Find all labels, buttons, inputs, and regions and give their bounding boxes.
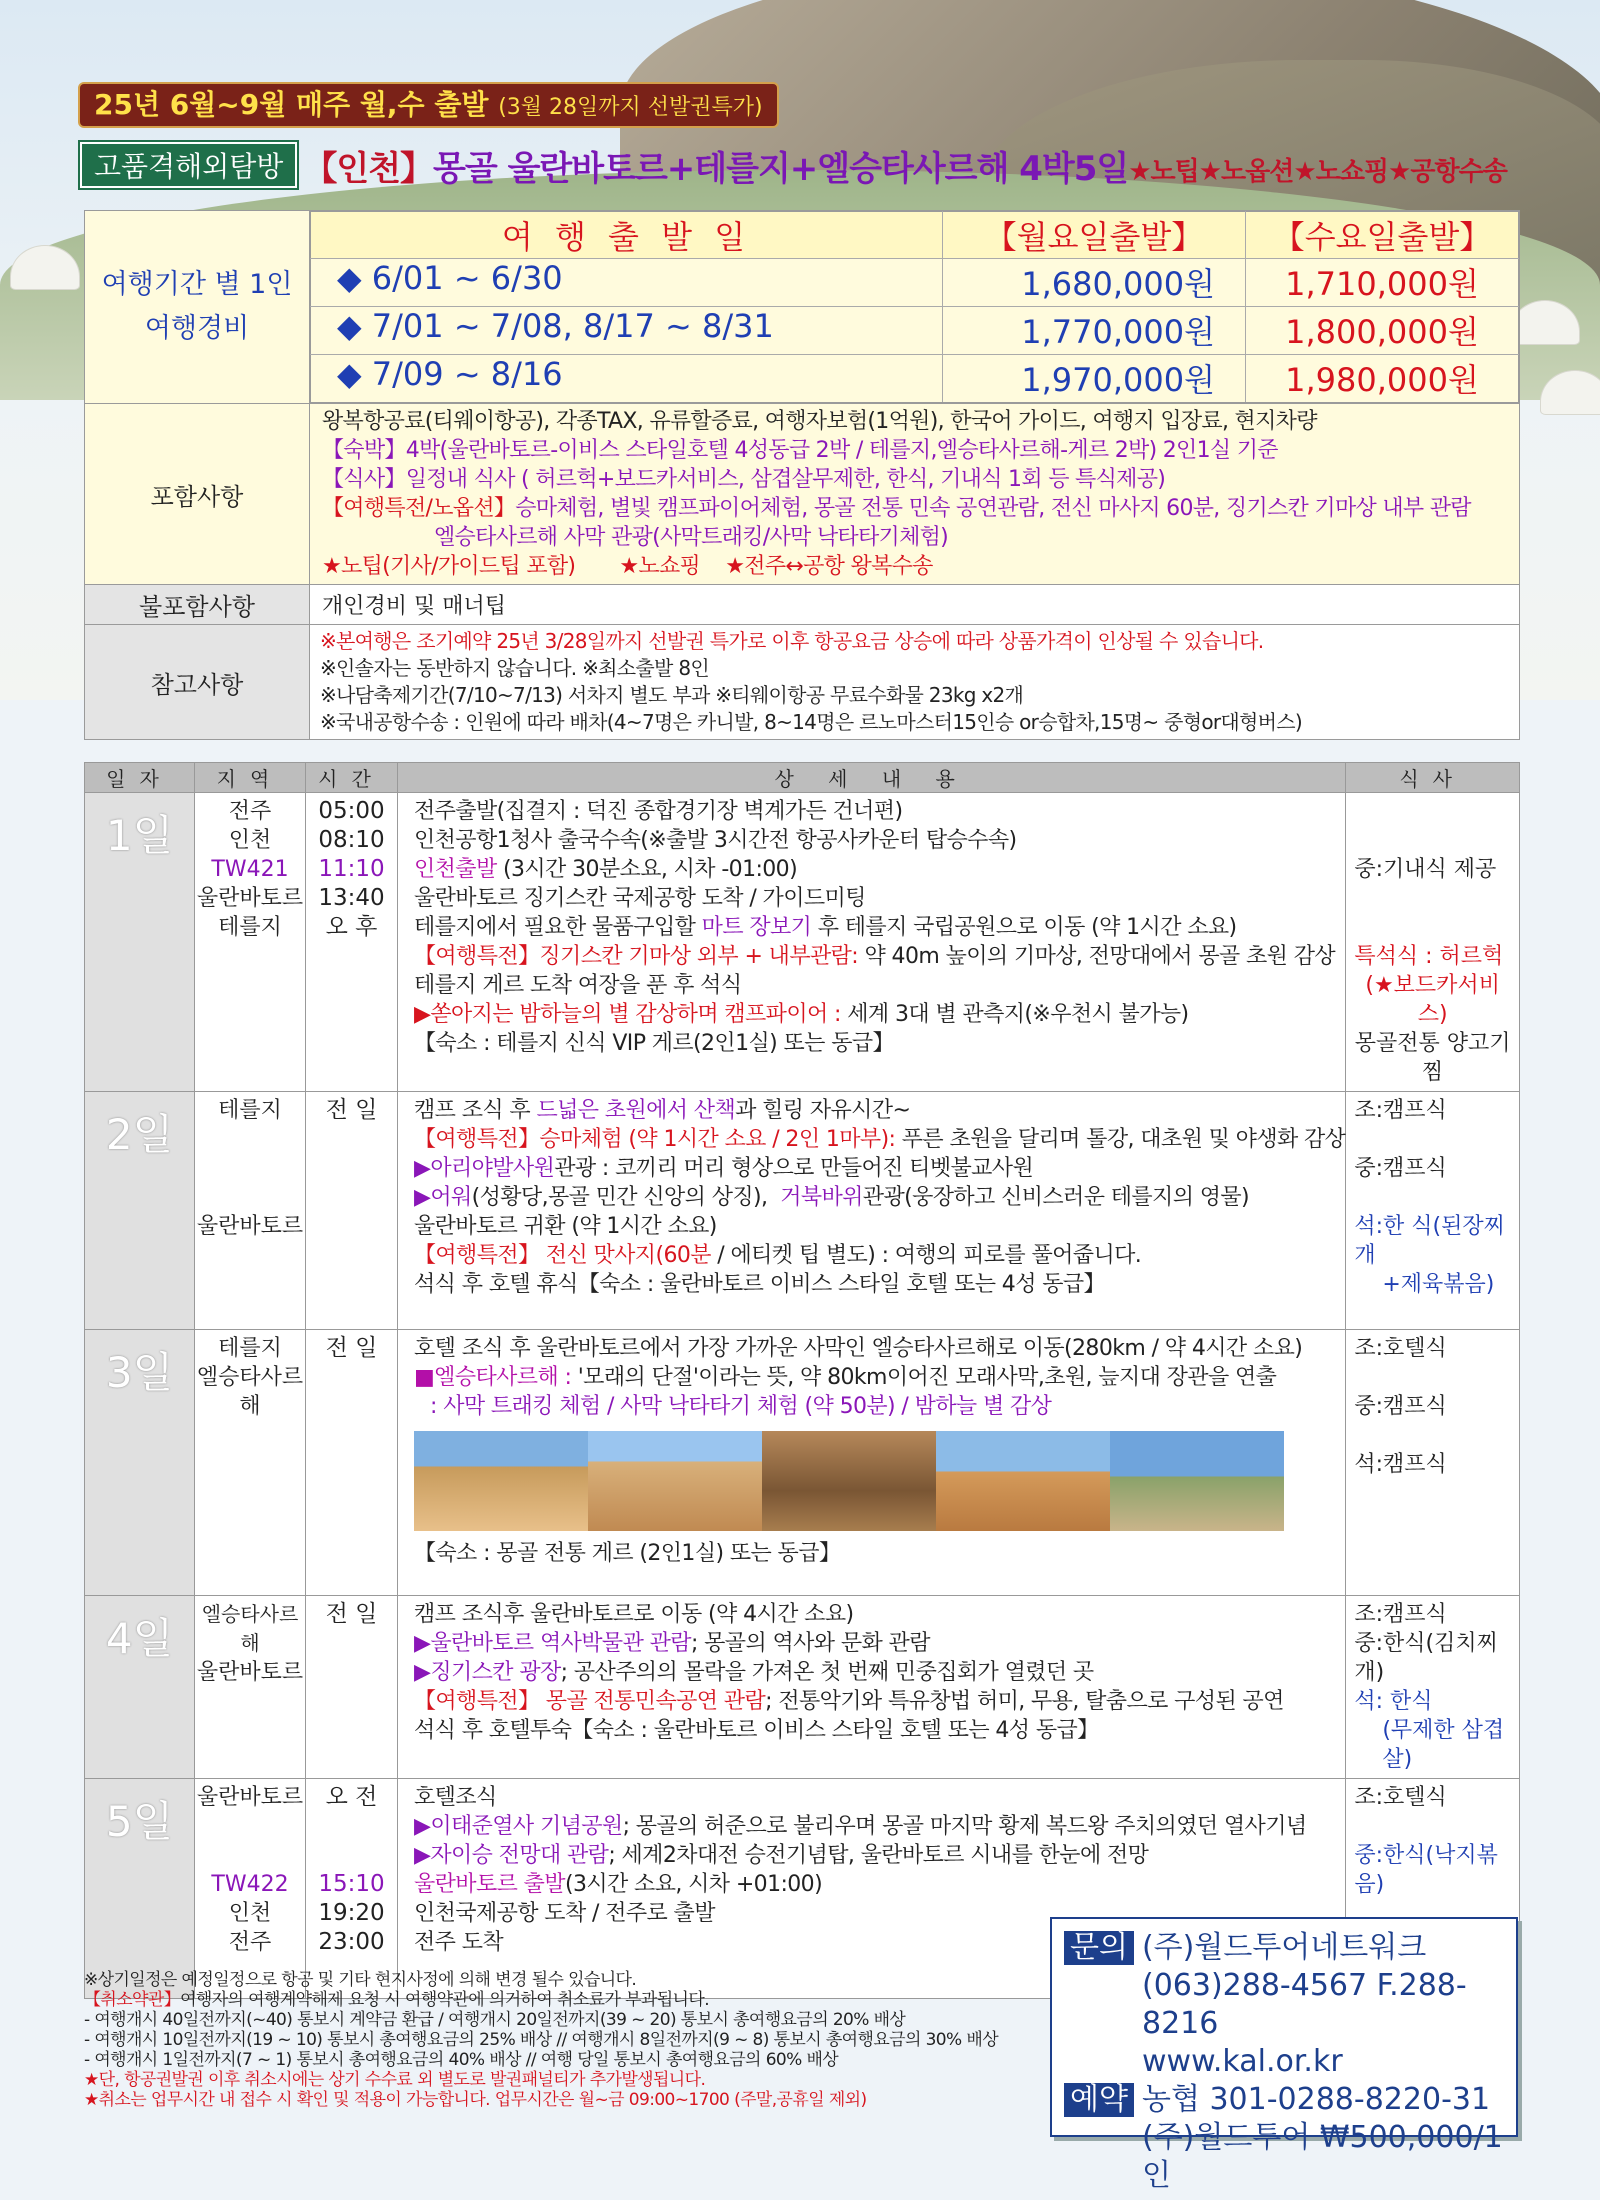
day-meals: 조:캠프식 중:캠프식 석:한 식(된장찌개 +제육볶음): [1346, 1092, 1520, 1330]
price-row-monday: 1,680,000원: [943, 259, 1246, 307]
price-row-date: ◆ 7/09 ~ 8/16: [311, 355, 943, 403]
day-details: 호텔조식 ▶이태준열사 기념공원; 몽골의 허준으로 불리우며 몽골 마지막 황제 복드왕 주치의였던 열사기념 ▶자이승 전망대 관람; 세계2차대전 승전기념탑, 울란바토르 시내를 한눈에 전망 울란바토르 출발(3시간 소요, 시차 +01:00) 인천국제공항 도착 / 전주로 출발 전주 도착: [398, 1779, 1346, 1999]
day-times: 전 일: [306, 1330, 398, 1596]
booking-label: 예약: [1064, 2083, 1134, 2117]
photo-camel-herd: [762, 1431, 936, 1531]
footer-notes: ※상기일정은 예정일정으로 항공 및 기타 현지사정에 의해 변경 될수 있습니다. 【취소약관】여행자의 여행계약해제 요청 시 여행약관에 의거하여 취소료가 부과됩니다. - 여행개시 40일전까지(~40) 통보시 계약금 환급 / 여행개시 20일전까지(39 ~ 20) 통보시 총여행요금의 20% 배상 - 여행개시 10일전까지(19 ~ 10) 통보시 총여행요금의 25% 배상 // 여행개시 8일전까지(9 ~ 8) 통보시 총여행요금의 30% 배상 - 여행개시 1일전까지(7 ~ 1) 통보시 총여행요금의 40% 배상 // 여행 당일 통보시 총여행요금의 60% 배상 ★단, 항공권발권 이후 취소시에는 상기 수수료 외 별도로 발권패널티가 추가발생됩니다. ★취소는 업무시간 내 접수 시 확인 및 적용이 가능합니다. 업무시간은 월~금 09:00~1700 (주말,공휴일 제외): [84, 1970, 999, 2110]
price-row-monday: 1,970,000원: [943, 355, 1246, 403]
price-row-wednesday: 1,800,000원: [1246, 307, 1519, 355]
day-meals: 조:호텔식 중:한식(낙지볶음): [1346, 1779, 1520, 1999]
day-details: 캠프 조식후 울란바토르로 이동 (약 4시간 소요) ▶울란바토르 역사박물관 관람; 몽골의 역사와 문화 관람 ▶징기스칸 광장; 공산주의의 몰락을 가져온 첫 번째 민중집회가 열렸던 곳 【여행특전】 몽골 전통민속공연 관람; 전통악기와 특유창법 허미, 무용, 탈춤으로 구성된 공연 석식 후 호텔투숙【숙소 : 울란바토르 이비스 스타일 호텔 또는 4성 동급】: [398, 1596, 1346, 1779]
day-number: 2일: [85, 1092, 195, 1330]
day-regions: 테를지 엘승타사르해: [195, 1330, 306, 1596]
day-meals: 조:호텔식 중:캠프식 석:캠프식: [1346, 1330, 1520, 1596]
day-meals: 중:기내식 제공 특석식 : 허르헉 (★보드카서비스) 몽골전통 양고기찜: [1346, 793, 1520, 1092]
day-number: 4일: [85, 1596, 195, 1779]
day-regions: 엘승타사르해 울란바토르: [195, 1596, 306, 1779]
day-times: 05:00 08:10 11:10 13:40 오 후: [306, 793, 398, 1092]
day-number: 5일: [85, 1779, 195, 1999]
photo-sand-dunes: [414, 1431, 588, 1531]
day-details: 전주출발(집결지 : 덕진 종합경기장 벽계가든 건너편) 인천공항1청사 출국수속(※출발 3시간전 항공사카운터 탑승수속) 인천출발 (3시간 30분소요, 시차 -01:00) 울란바토르 징기스칸 국제공항 도착 / 가이드미팅 테를지에서 필요한 물품구입할 마트 장보기 후 테를지 국립공원으로 이동 (약 1시간 소요) 【여행특전】징기스칸 기마상 외부 + 내부관람: 약 40m 높이의 기마상, 전망대에서 몽골 초원 감상 테를지 게르 도착 여장을 푼 후 석식 ▶쏟아지는 밤하늘의 별 감상하며 캠프파이어 : 세계 3대 별 관측지(※우천시 불가능) 【숙소 : 테를지 신식 VIP 게르(2인1실) 또는 동급】: [398, 793, 1346, 1092]
col-date-header: 여 행 출 발 일: [311, 212, 943, 259]
included-content: 왕복항공료(티웨이항공), 각종TAX, 유류할증료, 여행자보험(1억원), 한국어 가이드, 여행지 입장료, 현지차량 【숙박】4박(울란바토르-이비스 스타일호텔 4성동급 2박 / 테를지,엘승타사르해-게르 2박) 2인1실 기준 【식사】일정내 식사 ( 허르헉+보드카서비스, 삼겹살무제한, 한식, 기내식 1회 등 특식제공) 【여행특전/노옵션】승마체험, 별빛 캠프파이어체험, 몽골 전통 민속 공연관람, 전신 마사지 60분, 징기스칸 기마상 내부 관람 엘승타사르해 사막 관광(사막트래킹/사막 낙타타기체험) ★노팁(기사/가이드팁 포함) ★노쇼핑 ★전주↔공항 왕복수송: [310, 404, 1520, 585]
phone-number[interactable]: (063)288-4567 F.288-8216: [1142, 1968, 1467, 2041]
itinerary-table: [84, 762, 1520, 1999]
day-number: 3일: [85, 1330, 195, 1596]
desert-photo-strip: [414, 1431, 1345, 1531]
photo-camels-dunes: [588, 1431, 762, 1531]
category-tag: 고품격해외탐방: [80, 142, 297, 188]
bank-account: 농협 301-0288-8220-31: [1141, 2082, 1491, 2117]
col-monday-header: 【월요일출발】: [943, 212, 1246, 259]
contact-box: [1050, 1917, 1518, 2193]
notes-content: ※본여행은 조기예약 25년 3/28일까지 선발권 특가로 이후 항공요금 상승에 따라 상품가격이 인상될 수 있습니다. ※인솔자는 동반하지 않습니다. ※최소출발 8인 ※나담축제기간(7/10~7/13) 서차지 별도 부과 ※티웨이항공 무료수화물 23kg x2개 ※국내공항수송 : 인원에 따라 배차(4~7명은 카니발, 8~14명은 르노마스터15인승 or승합차,15명~ 중형or대형버스): [310, 625, 1520, 740]
photo-ger-camp: [1110, 1431, 1284, 1531]
website-link[interactable]: www.kal.or.kr: [1142, 2044, 1343, 2079]
notes-label: 참고사항: [85, 625, 310, 740]
inquiry-label: 문의: [1064, 1931, 1134, 1965]
departure-badge: 25년 6월~9월 매주 월,수 출발 (3월 28일까지 선발권특가): [78, 82, 779, 128]
day-details: 캠프 조식 후 드넓은 초원에서 산책과 힐링 자유시간~ 【여행특전】승마체험 (약 1시간 소요 / 2인 1마부): 푸른 초원을 달리며 톨강, 대초원 및 야생화 감상 ▶아리야발사원관광 : 코끼리 머리 형상으로 만들어진 티벳불교사원 ▶어워(성황당,몽골 민간 신앙의 상징), 거북바위관광(웅장하고 신비스러운 테를지의 영물) 울란바토르 귀환 (약 1시간 소요) 【여행특전】 전신 맛사지(60분 / 에티켓 팁 별도) : 여행의 피로를 풀어줍니다. 석식 후 호텔 휴식【숙소 : 울란바토르 이비스 스타일 호텔 또는 4성 동급】: [398, 1092, 1346, 1330]
price-row-wednesday: 1,710,000원: [1246, 259, 1519, 307]
header-day: 일자: [85, 763, 195, 793]
title-row: [80, 140, 1507, 190]
deposit-info: (주)월드투어 ₩500,000/1인: [1142, 2120, 1503, 2193]
photo-desert-ripples: [936, 1431, 1110, 1531]
excluded-label: 불포함사항: [85, 585, 310, 625]
price-row-monday: 1,770,000원: [943, 307, 1246, 355]
col-wednesday-header: 【수요일출발】: [1246, 212, 1519, 259]
day-regions: 테를지 울란바토르: [195, 1092, 306, 1330]
excluded-content: 개인경비 및 매너팁: [310, 585, 1520, 625]
company-name: (주)월드투어네트워크: [1141, 1930, 1427, 1965]
day-times: 전 일: [306, 1596, 398, 1779]
header-time: 시간: [306, 763, 398, 793]
price-row-date: ◆ 6/01 ~ 6/30: [311, 259, 943, 307]
day-times: 오 전 15:10 19:20 23:00: [306, 1779, 398, 1999]
day-regions: 전주 인천 TW421 울란바토르 테를지: [195, 793, 306, 1092]
price-label: 여행기간 별 1인 여행경비: [85, 211, 310, 404]
header-detail: 상 세 내 용: [398, 763, 1346, 793]
day-details: 호텔 조식 후 울란바토르에서 가장 가까운 사막인 엘승타사르해로 이동(280km / 약 4시간 소요) ■엘승타사르해 : '모래의 단절'이라는 뜻, 약 80km이어진 모래사막,초원, 늪지대 장관을 연출 : 사막 트래킹 체험 / 사막 낙타타기 체험 (약 50분) / 밤하늘 별 감상 【숙소 : 몽골 전통 게르 (2인1실) 또는 동급】: [398, 1330, 1346, 1596]
price-row-wednesday: 1,980,000원: [1246, 355, 1519, 403]
included-label: 포함사항: [85, 404, 310, 585]
day-regions: 울란바토르 TW422 인천 전주: [195, 1779, 306, 1999]
day-number: 1일: [85, 793, 195, 1092]
tour-title: 【인천】몽골 울란바토르+테를지+엘승타사르해 4박5일★노팁★노옵션★노쇼핑★공항수송: [303, 148, 1507, 189]
price-row-date: ◆ 7/01 ~ 7/08, 8/17 ~ 8/31: [311, 307, 943, 355]
day-meals: 조:캠프식 중:한식(김치찌개) 석: 한식 (무제한 삼겹살): [1346, 1596, 1520, 1779]
day-times: 전 일: [306, 1092, 398, 1330]
header-meal: 식사: [1346, 763, 1520, 793]
header-region: 지역: [195, 763, 306, 793]
info-table: [84, 210, 1520, 740]
price-grid: [310, 211, 1520, 404]
